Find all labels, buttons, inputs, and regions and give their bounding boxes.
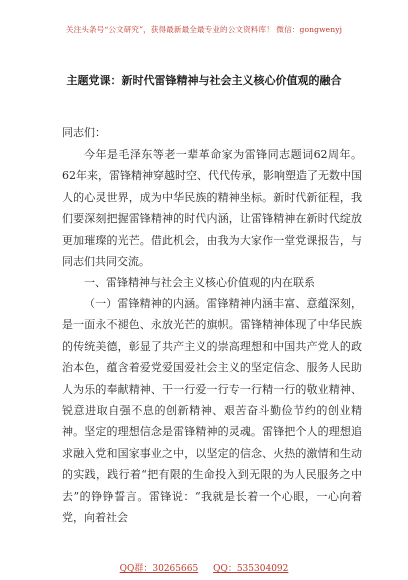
qq-contact-link[interactable]: QQ：535304092 [213,564,289,574]
paragraph-intro: 今年是毛泽东等老一辈革命家为雷锋同志题词62周年。62年来，雷锋精神穿越时空、代代传承，影响塑造了无数中国人的心灵世界，成为中华民族的精神坐标。新时代新征程，我们要深刻把握雷锋精神的时代内涵，让雷锋精神在新时代绽放更加璀璨的光芒。借此机会，由我为大家作一堂党课报告，与同志们共同交流。 [62,148,362,269]
qq-group-link[interactable]: QQ群：30265665 [119,564,199,574]
footer-contact [0,561,408,574]
paragraph-section-1: （一）雷锋精神的内涵。雷锋精神内涵丰富、意蕴深刻，是一面永不褪色、永放光芒的旗帜。雷锋精神体现了中华民族的传统美德，彰显了共产主义的崇高理想和中国共产党人的政治本色，蕴含着爱党爱国爱社会主义的坚定信念、服务人民助人为乐的奉献精神、干一行爱一行专一行精一行的敬业精神、锐意进取自强不息的创新精神、艰苦奋斗勤俭节约的创业精神。坚定的理想信念是雷锋精神的灵魂。雷锋把个人的理想追求融入党和国家事业之中，以坚定的信念、火热的激情和生动的实践，践行着“把有限的生命投入到无限的为人民服务之中去”的铮铮誓言。雷锋说：“我就是长着一个心眼，一心向着党，向着社会 [62,297,362,525]
promo-banner: 关注头条号“公文研究”，获得最新最全最专业的公文资料库！ 微信：gongwenyj [65,25,343,34]
section-heading: 一、雷锋精神与社会主义核心价值观的内在联系 [84,276,315,289]
greeting: 同志们： [62,126,106,139]
document-title: 主题党课：新时代雷锋精神与社会主义核心价值观的融合 [66,74,342,87]
